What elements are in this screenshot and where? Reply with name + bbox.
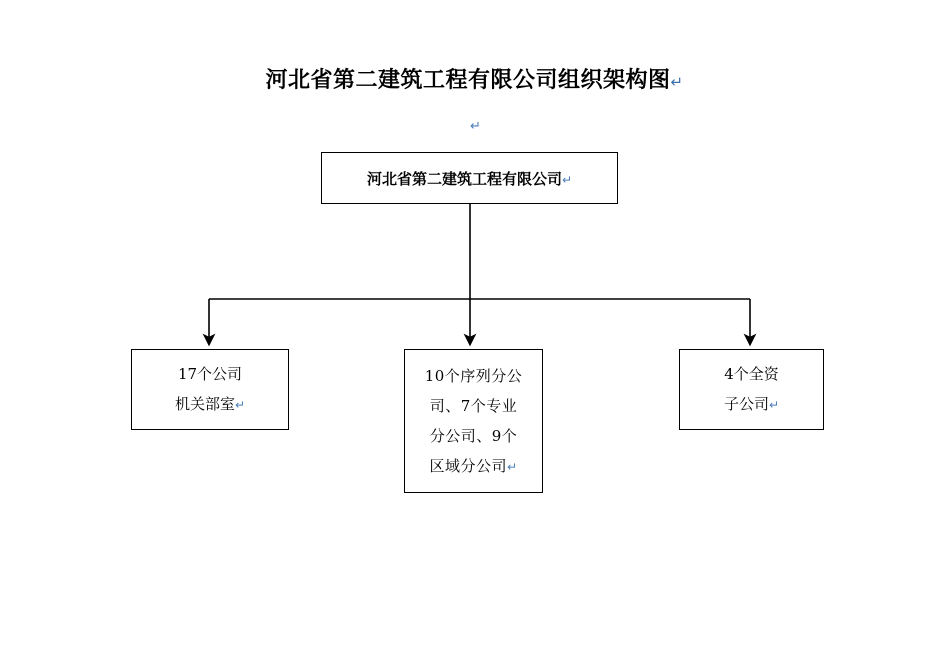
node-subsidiaries-line-1: 4个全资 <box>724 365 779 383</box>
node-departments[interactable] <box>131 349 289 430</box>
diagram-title <box>0 63 949 94</box>
pilcrow-mark-below-title: ↵ <box>470 119 481 134</box>
node-root-company-label: 河北省第二建筑工程有限公司↵ <box>366 169 573 188</box>
node-branches-line-2: 司、7个专业 <box>429 396 518 415</box>
pilcrow-mark-branches: ↵ <box>506 459 518 474</box>
node-root-company[interactable] <box>321 152 618 204</box>
node-branches-line-4: 区域分公司↵ <box>429 456 518 475</box>
pilcrow-mark-root: ↵ <box>561 172 573 187</box>
pilcrow-mark-title: ↵ <box>670 73 684 91</box>
node-subsidiaries-line-2: 子公司↵ <box>723 395 780 413</box>
node-departments-line-2: 机关部室↵ <box>174 395 246 413</box>
node-subsidiaries[interactable] <box>679 349 824 430</box>
pilcrow-mark-departments: ↵ <box>234 398 246 412</box>
pilcrow-mark-subsidiaries: ↵ <box>768 398 780 412</box>
node-branches[interactable] <box>404 349 543 493</box>
node-branches-line-3: 分公司、9个 <box>429 426 518 445</box>
diagram-title-text: 河北省第二建筑工程有限公司组织架构图 <box>265 68 671 93</box>
node-departments-line-1: 17个公司 <box>177 365 243 383</box>
node-branches-line-1: 10个序列分公 <box>424 366 523 385</box>
